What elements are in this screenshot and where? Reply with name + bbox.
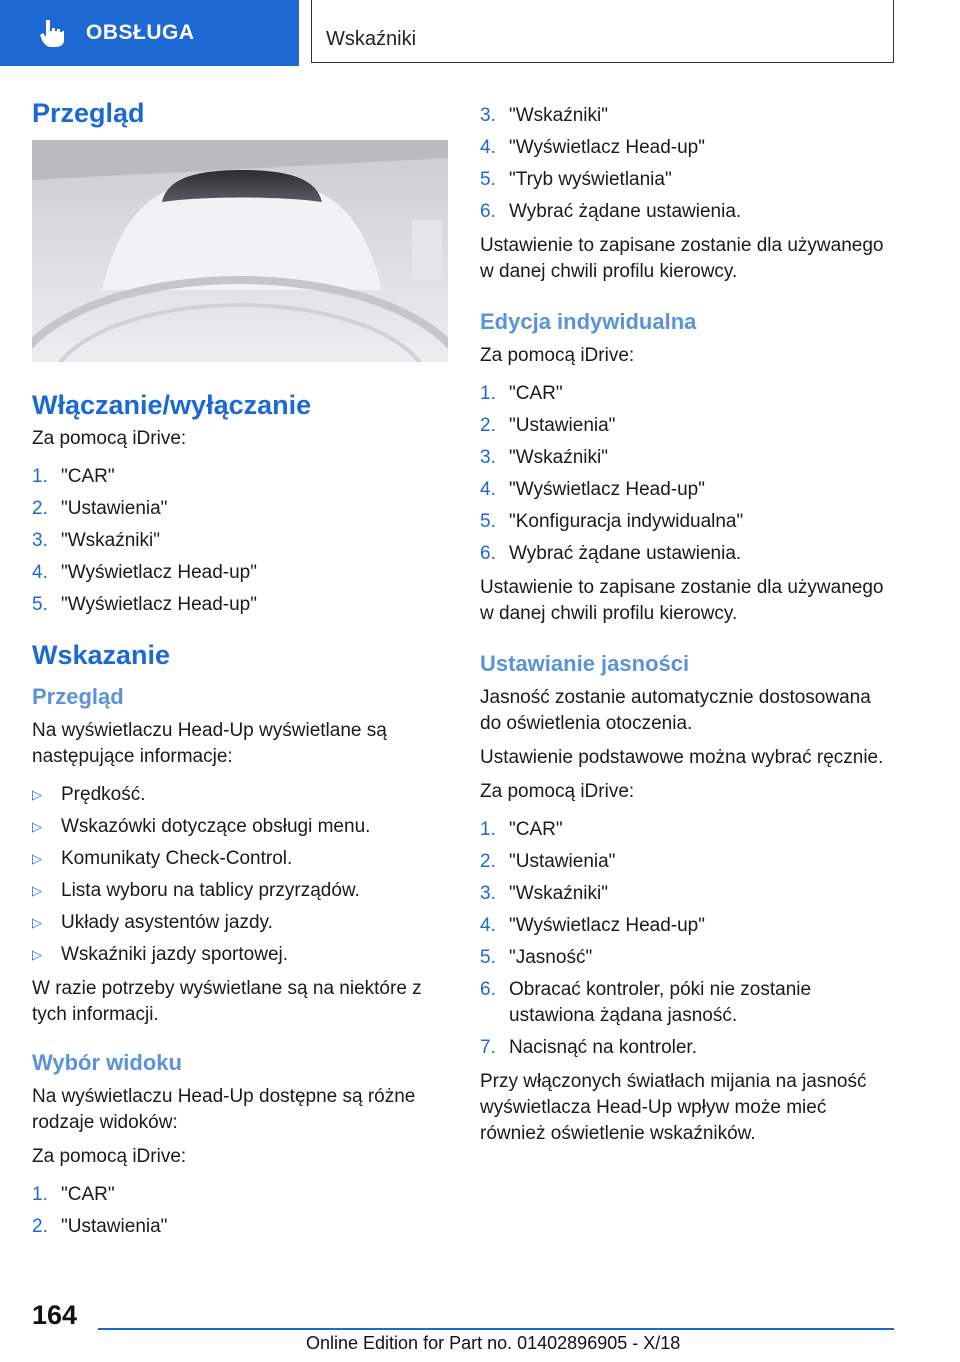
step-text: "Ustawienia" [509,415,616,436]
list-item [32,496,448,522]
step-number: 1. [480,819,496,840]
step-text: "Wyświetlacz Head-up" [61,594,257,615]
step-number: 4. [480,137,496,158]
bullet-text: Układy asystentów jazdy. [61,912,273,933]
list-item [480,103,896,129]
list-item [480,1035,896,1061]
section-header-label: Wskaźniki [326,28,417,50]
list-item [32,560,448,586]
step-text: "Wskaźniki" [509,105,608,126]
step-number: 2. [32,498,48,519]
step-text: "Jasność" [509,947,593,968]
head-up-display-photo [32,140,448,362]
view-intro: Za pomocą iDrive: [32,1146,187,1167]
step-text: "Ustawienia" [509,851,616,872]
step-text: "CAR" [61,1184,115,1205]
footer-edition-text: Online Edition for Part no. 01402896905 - X/18 [306,1333,681,1353]
step-text: "Ustawienia" [61,1216,168,1237]
step-number: 6. [480,201,496,222]
list-item [480,541,896,567]
step-number: 2. [32,1216,48,1237]
bullet-text: Prędkość. [61,784,146,805]
brightness-note: Przy włączonych światłach mijania na jasność wyświetlacza Head-Up wpływ może mieć również oświetlenie wskaźników. [480,1071,867,1144]
display-note: W razie potrzeby wyświetlane są na niektóre z tych informacji. [32,978,422,1025]
list-item [480,881,896,907]
step-text: Obracać kontroler, póki nie zostanie ustawiona żądana jasność. [509,979,812,1026]
view-title: Wybór widoku [32,1050,182,1075]
list-item [480,167,896,193]
list-item [32,1214,448,1240]
onoff-intro: Za pomocą iDrive: [32,428,187,449]
list-item [480,199,896,225]
triangle-bullet-icon: ▷ [32,947,42,962]
step-text: "Wyświetlacz Head-up" [509,915,705,936]
bullet-text: Komunikaty Check-Control. [61,848,293,869]
step-number: 6. [480,543,496,564]
step-text: "Wskaźniki" [61,530,160,551]
step-number: 5. [32,594,48,615]
step-number: 1. [32,466,48,487]
step-text: "CAR" [509,383,563,404]
list-item [32,1182,448,1208]
brightness-text-2: Ustawienie podstawowe można wybrać ręcznie. [480,747,884,768]
page-header [0,0,960,66]
list-item [480,413,896,439]
individual-intro: Za pomocą iDrive: [480,345,635,366]
triangle-bullet-icon: ▷ [32,883,42,898]
step-text: Wybrać żądane ustawienia. [509,543,742,564]
step-text: "Wskaźniki" [509,447,608,468]
bullet-text: Wskaźniki jazdy sportowej. [61,944,289,965]
brightness-text-1: Jasność zostanie automatycznie dostosowana do oświetlenia otoczenia. [480,687,871,734]
display-bullets [32,782,448,968]
onoff-title: Włączanie/wyłączanie [32,390,312,420]
triangle-bullet-icon: ▷ [32,915,42,930]
step-number: 5. [480,947,496,968]
list-item [480,509,896,535]
list-item [480,945,896,971]
view-steps-continued [480,103,896,225]
list-item [480,477,896,503]
step-number: 3. [480,105,496,126]
chapter-tab-label: OBSŁUGA [86,21,195,44]
step-text: "CAR" [509,819,563,840]
overview-title: Przegląd [32,98,145,128]
view-save-note: Ustawienie to zapisane zostanie dla używanego w danej chwili profilu kierowcy. [480,235,884,282]
step-number: 3. [480,447,496,468]
step-text: "Wyświetlacz Head-up" [509,137,705,158]
list-item [32,814,448,840]
onoff-steps [32,464,448,618]
right-column [480,103,896,1155]
step-number: 5. [480,169,496,190]
hand-pointer-icon [38,18,66,48]
list-item [32,942,448,968]
brightness-intro: Za pomocą iDrive: [480,781,635,802]
step-text: "Tryb wyświetlania" [509,169,672,190]
brightness-steps [480,817,896,1061]
list-item [32,846,448,872]
chapter-tab[interactable] [0,0,299,66]
step-number: 2. [480,415,496,436]
list-item [32,592,448,618]
list-item [32,910,448,936]
step-number: 4. [32,562,48,583]
individual-save-note: Ustawienie to zapisane zostanie dla używanego w danej chwili profilu kierowcy. [480,577,884,624]
step-text: Nacisnąć na kontroler. [509,1037,697,1058]
step-text: "CAR" [61,466,115,487]
step-number: 3. [32,530,48,551]
step-number: 1. [32,1184,48,1205]
step-text: "Ustawienia" [61,498,168,519]
step-number: 4. [480,479,496,500]
bullet-text: Wskazówki dotyczące obsługi menu. [61,816,371,837]
view-text: Na wyświetlaczu Head-Up dostępne są różne rodzaje widoków: [32,1086,416,1133]
section-header [311,0,894,63]
step-number: 2. [480,851,496,872]
triangle-bullet-icon: ▷ [32,851,42,866]
list-item [480,849,896,875]
individual-steps [480,381,896,567]
brightness-title: Ustawianie jasności [480,651,690,676]
list-item [480,817,896,843]
step-text: "Wyświetlacz Head-up" [509,479,705,500]
page-number: 164 [32,1300,78,1330]
list-item [32,782,448,808]
triangle-bullet-icon: ▷ [32,819,42,834]
list-item [32,528,448,554]
left-column [32,96,448,1248]
list-item [480,445,896,471]
step-number: 3. [480,883,496,904]
list-item [480,977,896,1029]
dashboard-illustration [32,140,448,362]
display-text: Na wyświetlaczu Head-Up wyświetlane są następujące informacje: [32,720,387,767]
triangle-bullet-icon: ▷ [32,787,42,802]
step-text: "Konfiguracja indywidualna" [509,511,744,532]
list-item [480,381,896,407]
list-item [480,135,896,161]
step-number: 6. [480,979,496,1000]
step-text: "Wyświetlacz Head-up" [61,562,257,583]
bullet-text: Lista wyboru na tablicy przyrządów. [61,880,360,901]
list-item [32,878,448,904]
display-title: Wskazanie [32,640,171,670]
display-subtitle: Przegląd [32,684,124,709]
list-item [480,913,896,939]
step-number: 7. [480,1037,496,1058]
step-number: 5. [480,511,496,532]
step-text: "Wskaźniki" [509,883,608,904]
step-number: 1. [480,383,496,404]
footer-divider [98,1328,894,1330]
step-number: 4. [480,915,496,936]
individual-title: Edycja indywidualna [480,309,697,334]
view-steps [32,1182,448,1240]
step-text: Wybrać żądane ustawienia. [509,201,742,222]
list-item [32,464,448,490]
